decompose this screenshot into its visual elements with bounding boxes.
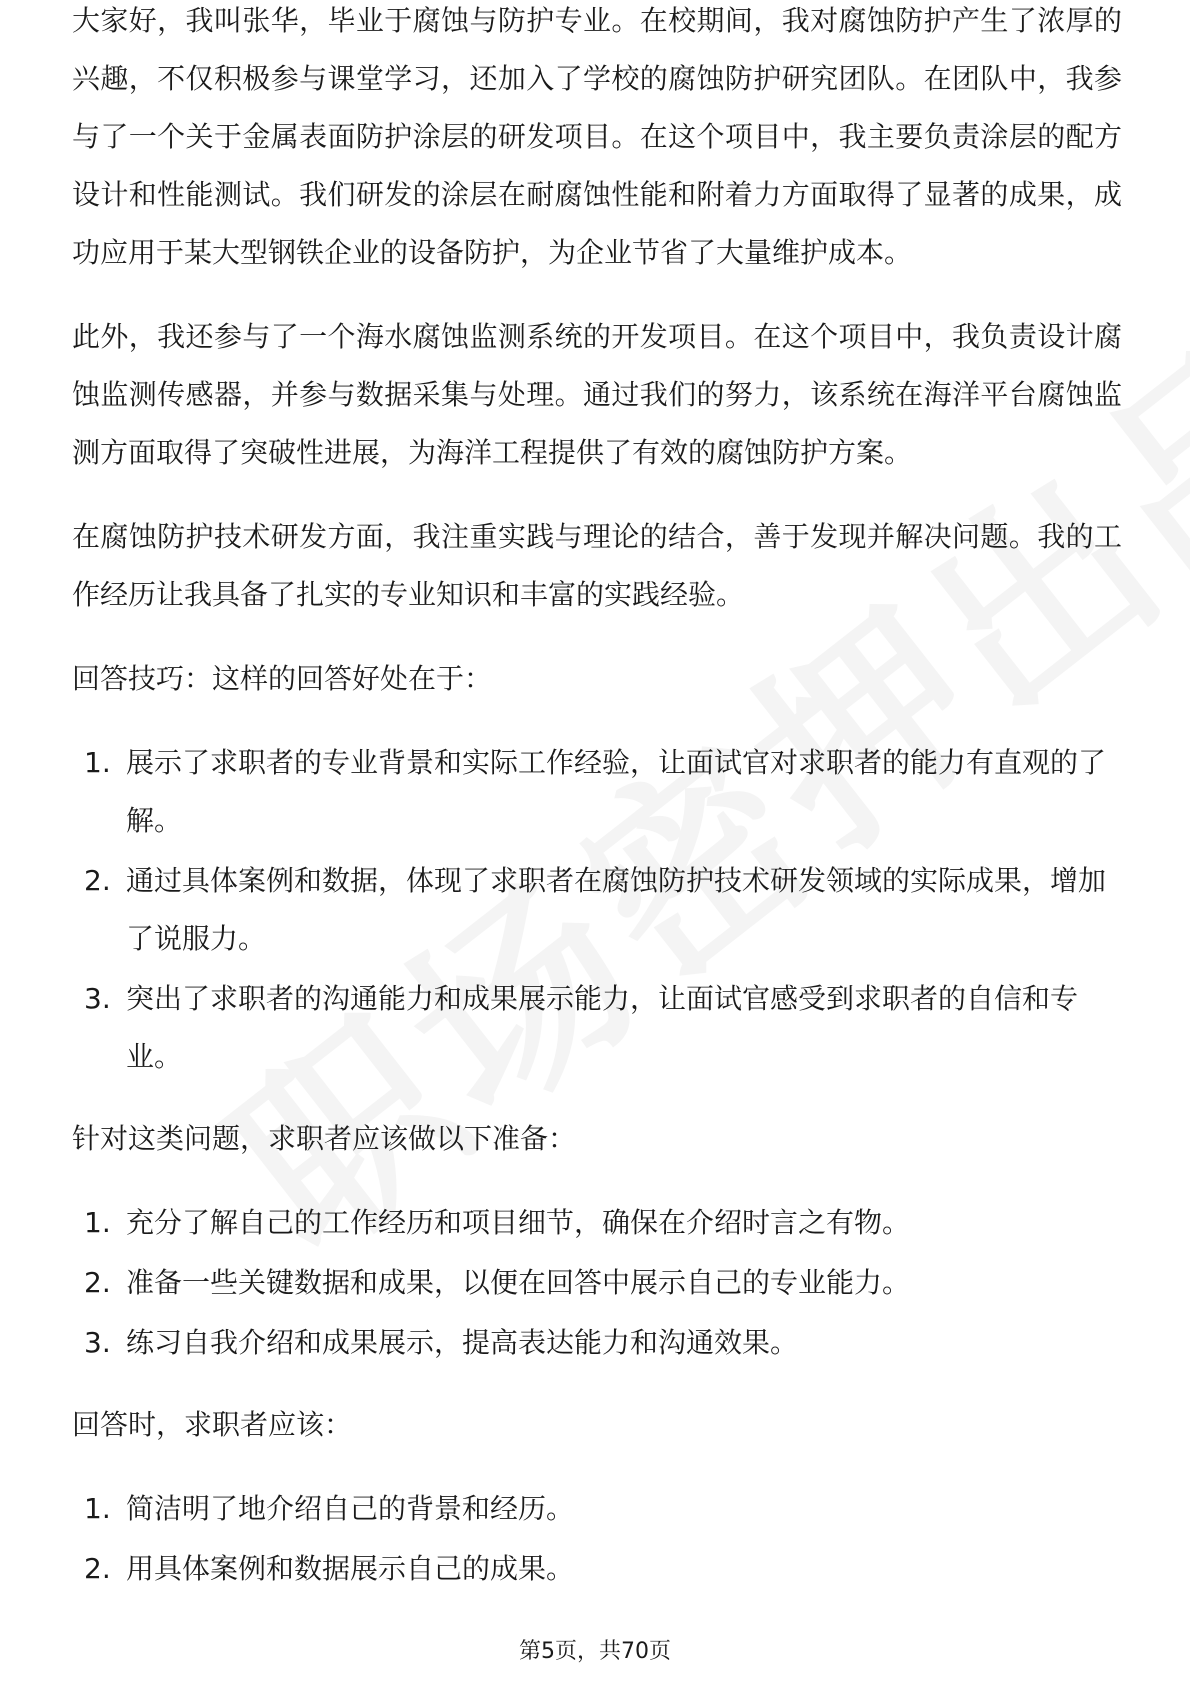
- list-text: 展示了求职者的专业背景和实际工作经验，让面试官对求职者的能力有直观的了解。: [126, 746, 1107, 837]
- list-number: 3.: [84, 982, 111, 1015]
- list-item: [72, 852, 1122, 968]
- list-number: 1.: [84, 746, 111, 779]
- list-text: 用具体案例和数据展示自己的成果。: [126, 1552, 575, 1585]
- paragraph-summary: 在腐蚀防护技术研发方面，我注重实践与理论的结合，善于发现并解决问题。我的工作经历让我具备了扎实的专业知识和丰富的实践经验。: [72, 520, 1122, 611]
- list-number: 2.: [84, 1266, 111, 1299]
- list-number: 1.: [84, 1206, 111, 1239]
- list-item: [72, 1254, 1122, 1312]
- prep-heading: 针对这类问题，求职者应该做以下准备：: [72, 1122, 577, 1155]
- page-number: 第5页，共70页: [519, 1639, 671, 1664]
- list-item: [72, 1314, 1122, 1372]
- list-text: 准备一些关键数据和成果，以便在回答中展示自己的专业能力。: [126, 1266, 911, 1299]
- list-item: [72, 970, 1122, 1086]
- list-item: [72, 1540, 1122, 1598]
- paragraph-intro: 大家好，我叫张华，毕业于腐蚀与防护专业。在校期间，我对腐蚀防护产生了浓厚的兴趣，不仅积极参与课堂学习，还加入了学校的腐蚀防护研究团队。在团队中，我参与了一个关于金属表面防护涂层的研发项目。在这个项目中，我主要负责涂层的配方设计和性能测试。我们研发的涂层在耐腐蚀性能和附着力方面取得了显著的成果，成功应用于某大型钢铁企业的设备防护，为企业节省了大量维护成本。: [72, 4, 1122, 269]
- list-text: 充分了解自己的工作经历和项目细节，确保在介绍时言之有物。: [126, 1206, 911, 1239]
- list-text: 通过具体案例和数据，体现了求职者在腐蚀防护技术研发领域的实际成果，增加了说服力。: [126, 864, 1107, 955]
- list-number: 2.: [84, 864, 111, 897]
- paragraph-monitoring-project: 此外，我还参与了一个海水腐蚀监测系统的开发项目。在这个项目中，我负责设计腐蚀监测传感器，并参与数据采集与处理。通过我们的努力，该系统在海洋平台腐蚀监测方面取得了突破性进展，为海洋工程提供了有效的腐蚀防护方案。: [72, 320, 1122, 469]
- tips-heading: 回答技巧：这样的回答好处在于：: [72, 662, 493, 695]
- list-text: 简洁明了地介绍自己的背景和经历。: [126, 1492, 575, 1525]
- prep-list: [72, 1194, 1122, 1372]
- list-number: 1.: [84, 1492, 111, 1525]
- list-number: 3.: [84, 1326, 111, 1359]
- answer-list: [72, 1480, 1122, 1598]
- page-content: [72, 4, 1122, 1622]
- list-item: [72, 1480, 1122, 1538]
- list-text: 突出了求职者的沟通能力和成果展示能力，让面试官感受到求职者的自信和专业。: [126, 982, 1079, 1073]
- tips-list: [72, 734, 1122, 1086]
- list-text: 练习自我介绍和成果展示，提高表达能力和沟通效果。: [126, 1326, 799, 1359]
- list-item: [72, 734, 1122, 850]
- list-number: 2.: [84, 1552, 111, 1585]
- list-item: [72, 1194, 1122, 1252]
- answer-heading: 回答时，求职者应该：: [72, 1408, 353, 1441]
